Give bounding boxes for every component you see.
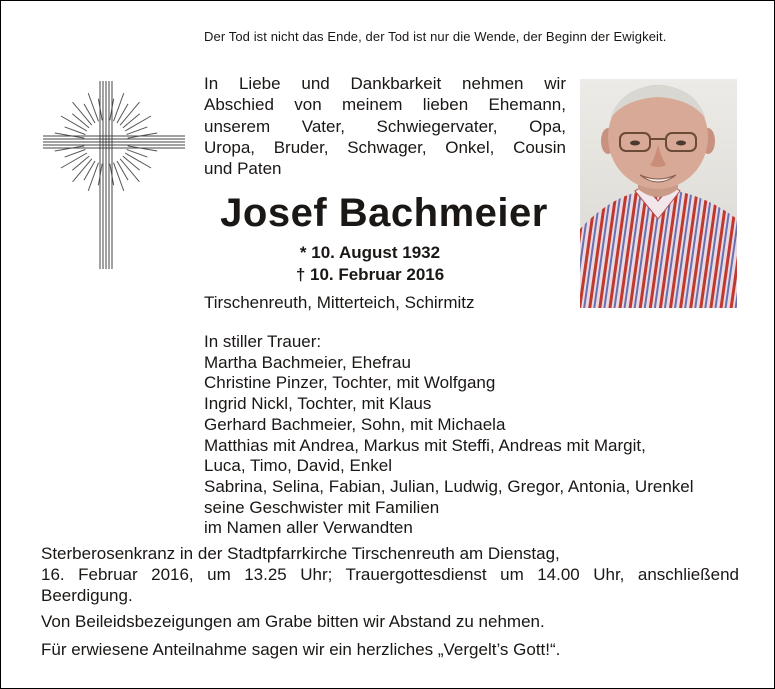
cross-ray xyxy=(88,163,98,191)
mourner-line: seine Geschwister mit Familien xyxy=(204,497,440,517)
mourner-line: Ingrid Nickl, Tochter, mit Klaus xyxy=(204,394,432,414)
hometowns: Tirschenreuth, Mitterteich, Schirmitz xyxy=(204,293,475,312)
service-line: Sterberosenkranz in der Stadtpfarrkirche Tirschenreuth am Dienstag, xyxy=(41,544,560,563)
intro-line: Uropa, Bruder, Schwager, Onkel, Cousin xyxy=(204,137,566,157)
intro-text xyxy=(204,73,566,179)
mourner-line: im Namen aller Verwandten xyxy=(204,518,413,538)
cross-ray xyxy=(123,114,140,128)
death-date: † 10. Februar 2016 xyxy=(295,264,445,284)
mourner-line: Luca, Timo, David, Enkel xyxy=(204,456,393,476)
service-info xyxy=(41,543,739,606)
birth-date: * 10. August 1932 xyxy=(299,243,441,262)
cross-ray xyxy=(61,116,87,131)
mourner-line: Martha Bachmeier, Ehefrau xyxy=(204,352,411,372)
intro-line: Abschied von meinem lieben Ehemann, xyxy=(204,95,566,115)
cross-ray xyxy=(72,156,89,170)
intro-line: und Paten xyxy=(204,159,282,179)
cross-ray xyxy=(125,153,151,168)
mourners-list xyxy=(204,332,744,539)
service-line: 16. Februar 2016, um 13.25 Uhr; Trauergottesdienst um 14.00 Uhr, anschließend xyxy=(41,565,739,584)
mourner-line: Sabrina, Selina, Fabian, Julian, Ludwig, Gregor, Antonia, Urenkel xyxy=(204,476,694,496)
cross-ray xyxy=(123,156,140,170)
deceased-name: Josef Bachmeier xyxy=(220,191,548,235)
motto-text: Der Tod ist nicht das Ende, der Tod ist nur die Wende, der Beginn der Ewigkeit. xyxy=(204,29,667,44)
mourners-heading: In stiller Trauer: xyxy=(204,332,322,351)
cross-ray xyxy=(114,93,124,121)
mourner-line: Christine Pinzer, Tochter, mit Wolfgang xyxy=(204,373,496,393)
intro-line: unserem Vater, Schwiegervater, Opa, xyxy=(204,116,566,136)
life-dates xyxy=(207,242,533,285)
cross-ray xyxy=(72,114,89,128)
cross-ray xyxy=(61,153,87,168)
cross-ray xyxy=(125,116,151,131)
condolence-request: Von Beileidsbezeigungen am Grabe bitten wir Abstand zu nehmen. xyxy=(41,612,545,631)
cross-ray xyxy=(114,163,124,191)
portrait-photo xyxy=(580,79,737,308)
mourner-line: Gerhard Bachmeier, Sohn, mit Michaela xyxy=(204,414,506,434)
mourner-line: Matthias mit Andrea, Markus mit Steffi, Andreas mit Margit, xyxy=(204,435,646,455)
radiant-cross-icon xyxy=(41,79,187,271)
thanks-line: Für erwiesene Anteilnahme sagen wir ein herzliches „Vergelt’s Gott!“. xyxy=(41,640,561,659)
intro-line: In Liebe und Dankbarkeit nehmen wir xyxy=(204,74,566,93)
service-line: Beerdigung. xyxy=(41,586,133,605)
cross-ray xyxy=(88,93,98,121)
